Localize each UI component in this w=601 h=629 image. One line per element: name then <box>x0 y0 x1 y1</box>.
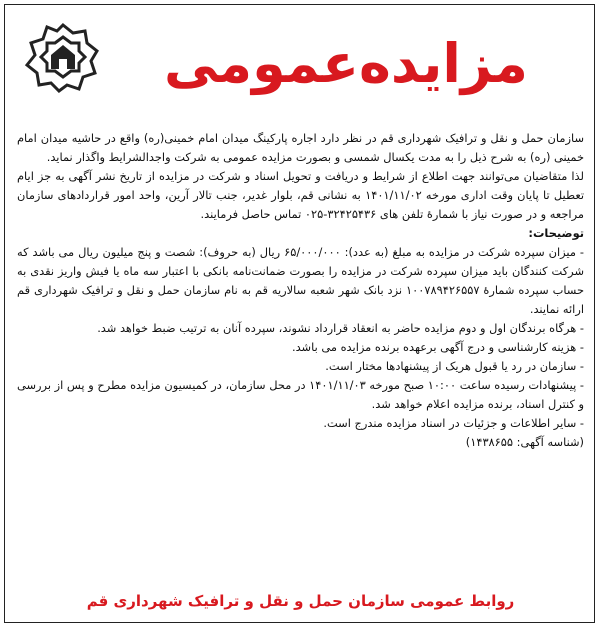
note-item: - هرگاه برندگان اول و دوم مزایده حاضر به انعقاد قرارداد نشوند، سپرده آنان به ترتیب ضبط خواهد شد. <box>97 321 584 335</box>
notice-frame <box>4 4 595 623</box>
note-item: - سازمان در رد یا قبول هریک از پیشنهادها مختار است. <box>325 359 584 373</box>
note-item: - سایر اطلاعات و جزئیات در اسناد مزایده مندرج است. <box>323 416 584 430</box>
paragraph-intro: سازمان حمل و نقل و ترافیک شهرداری قم در نظر دارد اجاره پارکینگ میدان امام خمینی(ره) واقع در حاشیه میدان امام خمینی (ره) به شرح ذیل را به مدت یکسال شمسی و بصورت مزایده عمومی به شرکت واجدالشرایط واگذار نماید. <box>17 131 584 164</box>
municipality-qom-logo-icon <box>19 19 107 111</box>
public-relations-footer: روابط عمومی سازمان حمل و نقل و ترافیک شهرداری قم <box>86 592 515 610</box>
notes-label: توضیحات: <box>528 226 584 240</box>
notice-title: مزایده‌عمومی <box>164 32 528 95</box>
note-item: - میزان سپرده شرکت در مزایده به مبلغ (به عدد): ۶۵/۰۰۰/۰۰۰ ریال (به حروف): شصت و پنج میلیون ریال می باشد که شرکت کنندگان باید میزان سپرده شرکت در مزایده را بصورت ضمانت‌نامه بانکی با اعتبار سه ماه یا فیش واریز نقدی به حساب سپرده شمارهٔ ۱۰۰۷۸۹۴۲۶۵۵۷ نزد بانک شهر شعبه سالاریه قم به نام سازمان حمل و نقل و ترافیک شهرداری قم ارائه نمایند. <box>17 245 584 316</box>
ad-id: (شناسه آگهی: ۱۴۳۸۶۵۵) <box>465 435 584 449</box>
notice-header <box>5 5 596 123</box>
note-item: - پیشنهادات رسیده ساعت ۱۰:۰۰ صبح مورخه ۱۴۰۱/۱۱/۰۳ در محل سازمان، در کمیسیون مزایده مطرح و پس از بررسی و کنترل اسناد، برنده مزایده اعلام خواهد شد. <box>17 378 584 411</box>
notice-body <box>17 129 584 452</box>
paragraph-instructions: لذا متقاضیان می‌توانند جهت اطلاع از شرایط و دریافت و تحویل اسناد و شرکت در مزایده از تاریخ نشر آگهی به جز ایام تعطیل تا پایان وقت اداری مورخه ۱۴۰۱/۱۱/۰۲ به نشانی قم، بلوار غدیر، جنب تالار آرین، واحد امور قراردادهای سازمان مراجعه و در صورت نیاز با شمارهٔ تلفن های ۳۲۴۲۵۴۳۶-۰۲۵ تماس حاصل فرمایند. <box>17 169 584 221</box>
note-item: - هزینه کارشناسی و درج آگهی برعهده برنده مزایده می باشد. <box>291 340 584 354</box>
